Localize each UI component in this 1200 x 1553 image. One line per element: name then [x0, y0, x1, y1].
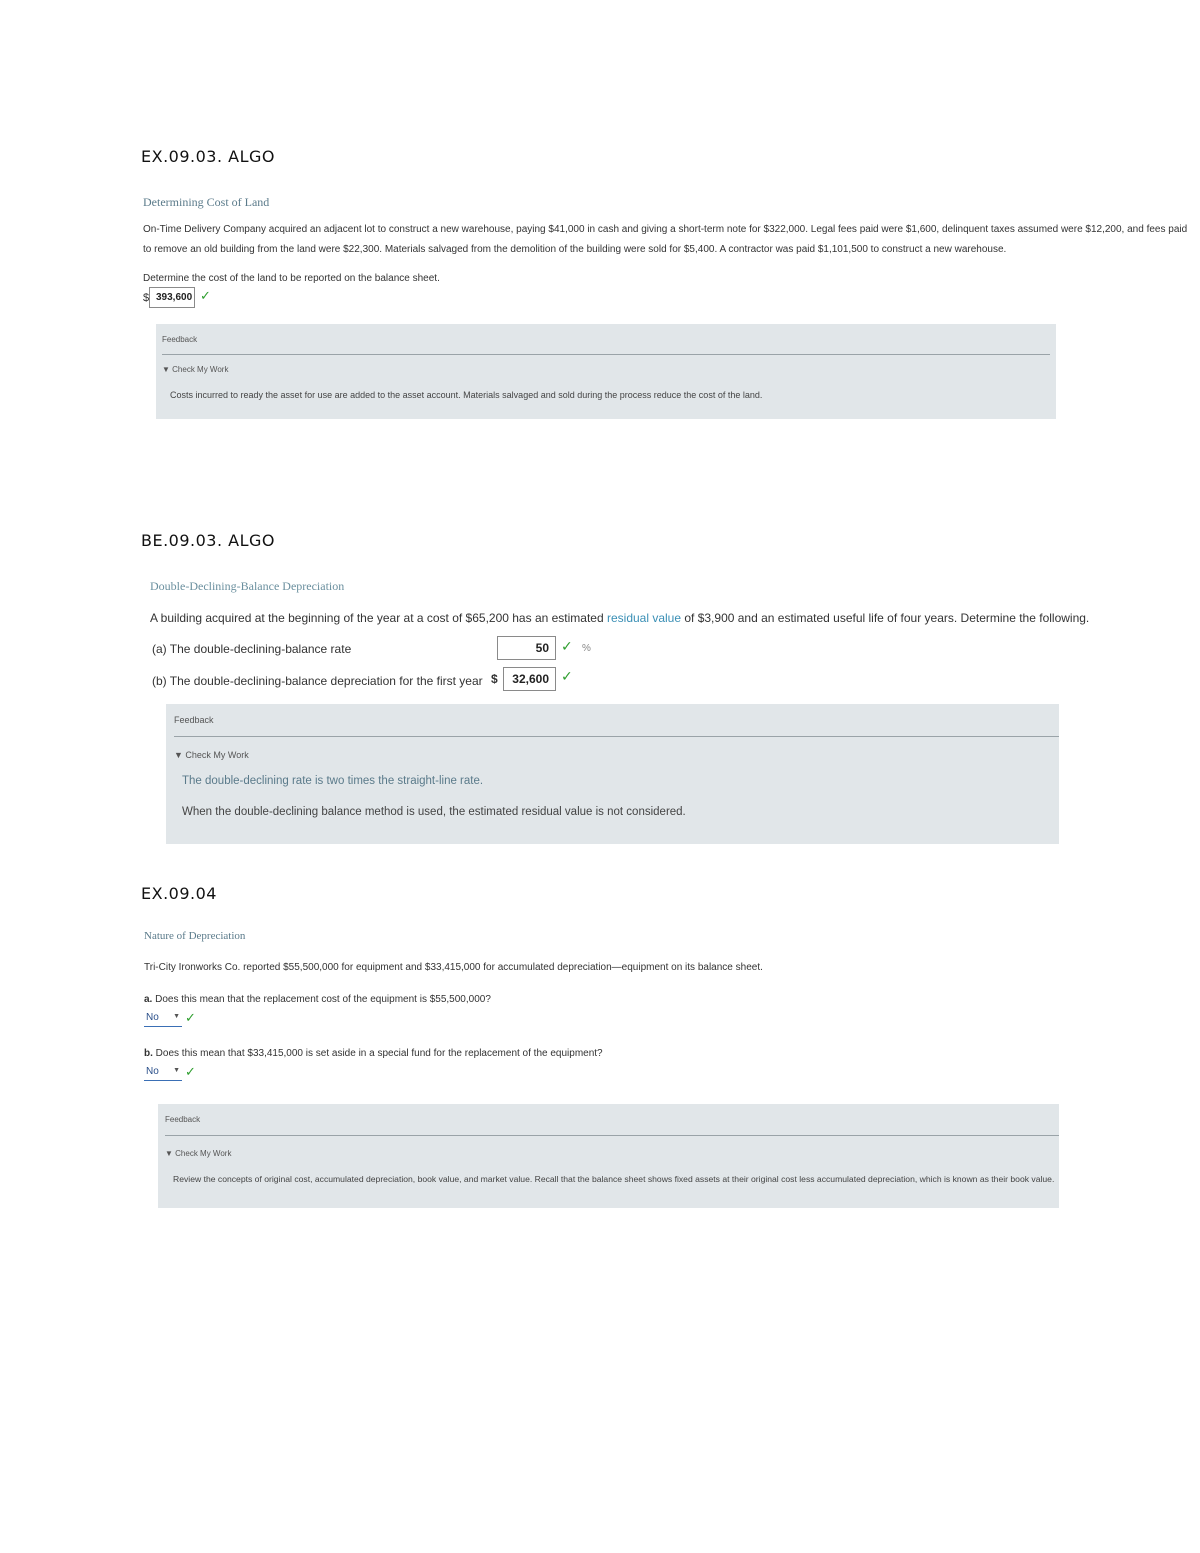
land-cost-input[interactable]: 393,600	[149, 287, 195, 308]
feedback-text-residual: When the double-declining balance method is used, the estimated residual value is not considered.	[182, 806, 686, 818]
feedback-panel	[166, 704, 1059, 844]
correct-check-icon: ✓	[561, 669, 573, 685]
problem-text: Tri-City Ironworks Co. reported $55,500,000 for equipment and $33,415,000 for accumulated depreciation—equipment on its balance sheet.	[144, 962, 763, 973]
feedback-panel	[156, 324, 1056, 419]
answer-a-value: No	[146, 1012, 159, 1023]
problem-text-line2: to remove an old building from the land were $22,300. Materials salvaged from the demolition of the building were sold for $5,400. A contractor was paid $1,101,500 to construct a new warehouse.	[143, 244, 1007, 255]
feedback-panel	[158, 1104, 1059, 1208]
check-my-work-toggle[interactable]: ▼ Check My Work	[165, 1149, 232, 1158]
currency-symbol: $	[491, 672, 498, 686]
feedback-divider	[174, 736, 1059, 737]
problem-text-end: of $3,900 and an estimated useful life of four years. Determine the following.	[681, 611, 1090, 625]
section-title-ex-09-04: EX.09.04	[141, 884, 217, 903]
check-my-work-toggle[interactable]: ▼ Check My Work	[174, 750, 249, 760]
question-b	[144, 1044, 603, 1064]
question-a-text: Does this mean that the replacement cost of the equipment is $55,500,000?	[152, 994, 491, 1005]
chevron-down-icon: ▼	[173, 1013, 180, 1020]
check-my-work-toggle[interactable]: ▼ Check My Work	[162, 365, 229, 374]
feedback-label: Feedback	[162, 335, 198, 344]
topic-heading: Nature of Depreciation	[144, 930, 246, 942]
correct-check-icon: ✓	[185, 1065, 196, 1080]
section-title-be-09-03: BE.09.03. ALGO	[141, 531, 275, 550]
question-a-letter: a.	[144, 994, 153, 1005]
feedback-text: Review the concepts of original cost, accumulated depreciation, book value, and market value. Recall that the balance sheet shows fixed assets at their original cost less accumulated depreciation, which is known as their book value.	[173, 1174, 1055, 1184]
feedback-text: Costs incurred to ready the asset for use are added to the asset account. Materials salvaged and sold during the process reduce the cost of the land.	[170, 390, 763, 400]
residual-value-link[interactable]: residual value	[606, 611, 682, 625]
correct-check-icon: ✓	[185, 1011, 196, 1026]
problem-text	[150, 611, 1089, 625]
currency-symbol: $	[143, 292, 150, 304]
correct-check-icon: ✓	[200, 289, 211, 304]
feedback-divider	[162, 354, 1050, 355]
question-a	[144, 990, 491, 1010]
feedback-divider	[165, 1135, 1059, 1136]
section-title-ex-09-03: EX.09.03. ALGO	[141, 147, 275, 166]
item-b-label: (b) The double-declining-balance depreciation for the first year	[152, 674, 483, 688]
answer-b-select[interactable]	[144, 1066, 182, 1081]
answer-b-value: No	[146, 1066, 159, 1077]
ddb-depreciation-input[interactable]: 32,600	[503, 667, 556, 691]
question-b-letter: b.	[144, 1048, 153, 1059]
ddb-rate-input[interactable]: 50	[497, 636, 556, 660]
problem-text-line1: On-Time Delivery Company acquired an adjacent lot to construct a new warehouse, paying $41,000 in cash and giving a short-term note for $322,000. Legal fees paid were $1,600, delinquent taxes assumed were $12,200, and fees paid	[143, 224, 1188, 235]
correct-check-icon: ✓	[561, 639, 573, 655]
feedback-label: Feedback	[174, 715, 214, 725]
question-b-text: Does this mean that $33,415,000 is set aside in a special fund for the replacement of the equipment?	[152, 1048, 603, 1059]
item-a-label: (a) The double-declining-balance rate	[152, 642, 352, 656]
answer-a-select[interactable]	[144, 1012, 182, 1027]
feedback-label: Feedback	[165, 1115, 201, 1124]
question-text: Determine the cost of the land to be reported on the balance sheet.	[143, 273, 440, 284]
feedback-text-rate: The double-declining rate is two times the straight-line rate.	[182, 775, 484, 787]
chevron-down-icon: ▼	[173, 1067, 180, 1074]
topic-heading: Determining Cost of Land	[143, 195, 270, 209]
percent-unit: %	[582, 643, 591, 654]
topic-heading: Double-Declining-Balance Depreciation	[150, 579, 345, 593]
problem-text-start: A building acquired at the beginning of the year at a cost of $65,200 has an estimated	[150, 611, 607, 625]
